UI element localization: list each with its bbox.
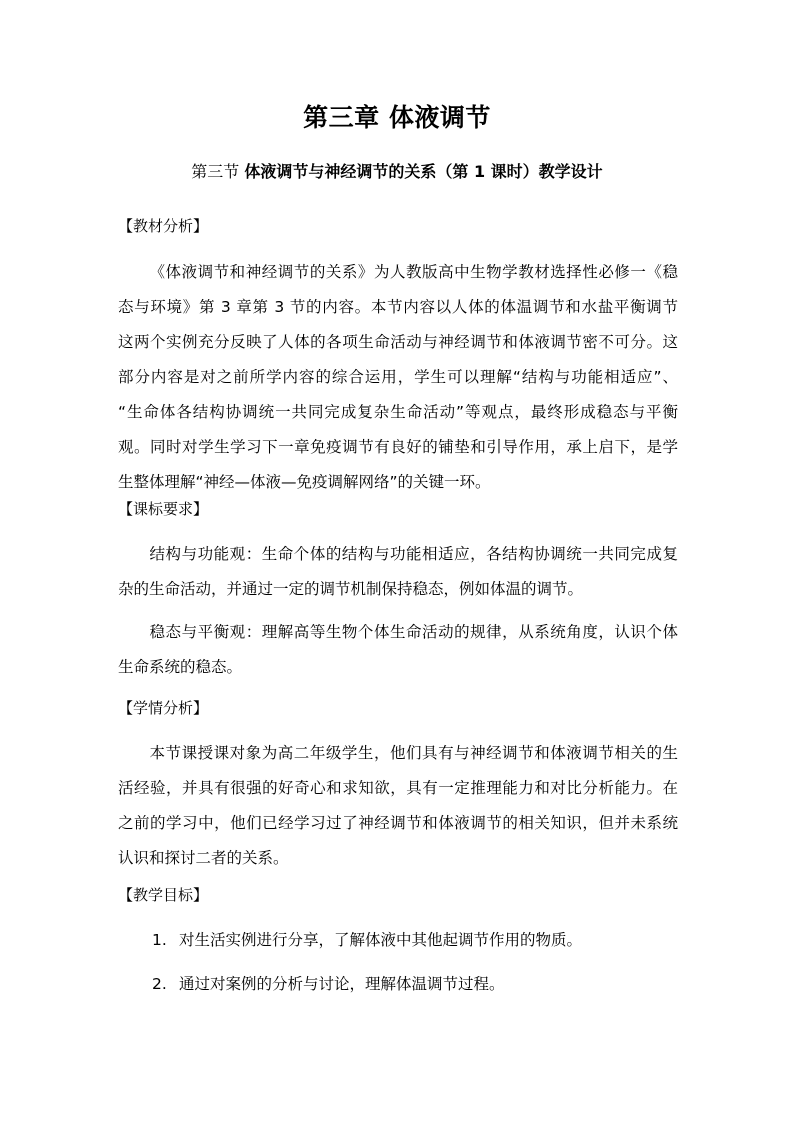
list-item-number: 2. [152, 975, 167, 993]
paragraph-homeostasis [118, 615, 678, 685]
section-title [0, 158, 794, 186]
text-line: 认识和探讨二者的关系。 [118, 849, 289, 867]
list-item [152, 926, 582, 954]
text-line: 本节课授课对象为高二年级学生，他们具有与神经调节和体液调节相关的生 [149, 744, 678, 762]
text-line: 这两个实例充分反映了人体的各项生命活动与神经调节和体液调节密不可分。这 [118, 333, 678, 351]
text-line: 之前的学习中，他们已经学习过了神经调节和体液调节的相关知识，但并未系统 [118, 814, 678, 832]
text-line: 结构与功能观：生命个体的结构与功能相适应，各结构协调统一共同完成复 [149, 545, 678, 563]
paragraph-textbook-analysis [118, 255, 678, 500]
text-line: “生命体各结构协调统一共同完成复杂生命活动”等观点，最终形成稳态与平衡 [118, 403, 678, 421]
paragraph-structure-function [118, 537, 678, 607]
list-item [152, 970, 504, 998]
text-line: 部分内容是对之前所学内容的综合运用，学生可以理解“结构与功能相适应”、 [118, 368, 678, 386]
text-line: 态与环境》第 3 章第 3 节的内容。本节内容以人体的体温调节和水盐平衡调节 [118, 298, 678, 316]
heading-curriculum-requirements: 【课标要求】 [118, 500, 209, 518]
section-title-main: 体液调节与神经调节的关系（第 1 课时）教学设计 [244, 162, 603, 181]
list-item-number: 1. [152, 931, 167, 949]
list-item-text: 通过对案例的分析与讨论，理解体温调节过程。 [178, 975, 505, 993]
text-line: 活经验，并具有很强的好奇心和求知欲，具有一定推理能力和对比分析能力。在 [118, 779, 678, 797]
heading-textbook-analysis: 【教材分析】 [118, 217, 209, 235]
text-line: 《体液调节和神经调节的关系》为人教版高中生物学教材选择性必修一《稳 [149, 263, 678, 281]
text-line: 生整体理解“神经—体液—免疫调解网络”的关键一环。 [118, 473, 491, 491]
section-title-prefix: 第三节 [191, 162, 240, 181]
text-line: 杂的生命活动，并通过一定的调节机制保持稳态，例如体温的调节。 [118, 580, 584, 598]
heading-teaching-goals: 【教学目标】 [118, 886, 209, 904]
list-item-text: 对生活实例进行分享，了解体液中其他起调节作用的物质。 [178, 931, 582, 949]
text-line: 生命系统的稳态。 [118, 658, 243, 676]
heading-student-analysis: 【学情分析】 [118, 699, 209, 717]
text-line: 稳态与平衡观：理解高等生物个体生命活动的规律，从系统角度，认识个体 [149, 623, 678, 641]
paragraph-student-analysis [118, 736, 678, 876]
text-line: 观。同时对学生学习下一章免疫调节有良好的铺垫和引导作用，承上启下，是学 [118, 438, 678, 456]
chapter-title: 第三章 体液调节 [303, 103, 491, 132]
